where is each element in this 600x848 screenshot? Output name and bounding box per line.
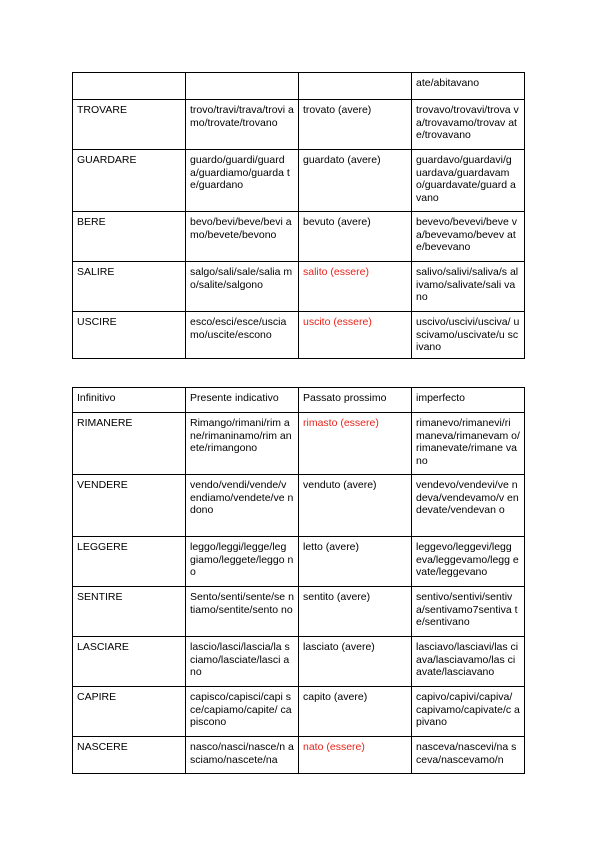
verb-table-body bbox=[73, 413, 525, 774]
infinitive-cell bbox=[73, 73, 186, 100]
past-cell-essere: nato (essere) bbox=[299, 737, 412, 774]
imperfect-cell: nasceva/nascevi/na sceva/nascevamo/n bbox=[412, 737, 525, 774]
present-cell: Sento/senti/sente/se ntiamo/sentite/sento no bbox=[186, 587, 299, 637]
present-cell bbox=[186, 73, 299, 100]
table-row bbox=[73, 312, 525, 359]
present-cell: trovo/travi/trava/trovi amo/trovate/trovano bbox=[186, 100, 299, 150]
past-cell: venduto (avere) bbox=[299, 475, 412, 537]
infinitive-cell: BERE bbox=[73, 212, 186, 262]
present-cell: vendo/vendi/vende/v endiamo/vendete/ve ndono bbox=[186, 475, 299, 537]
header-row bbox=[73, 388, 525, 413]
table-row bbox=[73, 100, 525, 150]
past-cell: sentito (avere) bbox=[299, 587, 412, 637]
past-cell: letto (avere) bbox=[299, 537, 412, 587]
table-row bbox=[73, 212, 525, 262]
header-present: Presente indicativo bbox=[186, 388, 299, 413]
imperfect-cell: trovavo/trovavi/trova va/trovavamo/trovav ate/trovavano bbox=[412, 100, 525, 150]
infinitive-cell: LEGGERE bbox=[73, 537, 186, 587]
past-cell: bevuto (avere) bbox=[299, 212, 412, 262]
table-row bbox=[73, 687, 525, 737]
infinitive-cell: CAPIRE bbox=[73, 687, 186, 737]
table-row bbox=[73, 262, 525, 312]
verb-table-continued bbox=[72, 72, 525, 359]
infinitive-cell: TROVARE bbox=[73, 100, 186, 150]
table-row bbox=[73, 413, 525, 475]
present-cell: Rimango/rimani/rim ane/rimaninamo/rim anete/rimangono bbox=[186, 413, 299, 475]
header-infinitive: Infinitivo bbox=[73, 388, 186, 413]
infinitive-cell: NASCERE bbox=[73, 737, 186, 774]
verb-table-body bbox=[73, 73, 525, 359]
imperfect-cell: vendevo/vendevi/ve ndeva/vendevamo/v endevate/vendevan o bbox=[412, 475, 525, 537]
table-row bbox=[73, 150, 525, 212]
table-row bbox=[73, 73, 525, 100]
imperfect-cell: guardavo/guardavi/g uardava/guardavam o/guardavate/guard avano bbox=[412, 150, 525, 212]
table-row bbox=[73, 537, 525, 587]
infinitive-cell: SALIRE bbox=[73, 262, 186, 312]
verb-table bbox=[72, 387, 525, 774]
table-row bbox=[73, 637, 525, 687]
imperfect-cell: ate/abitavano bbox=[412, 73, 525, 100]
past-cell-essere: uscito (essere) bbox=[299, 312, 412, 359]
header-past: Passato prossimo bbox=[299, 388, 412, 413]
imperfect-cell: salivo/salivi/saliva/s alivamo/salivate/sali vano bbox=[412, 262, 525, 312]
past-cell-essere: rimasto (essere) bbox=[299, 413, 412, 475]
table-row bbox=[73, 737, 525, 774]
infinitive-cell: RIMANERE bbox=[73, 413, 186, 475]
present-cell: esco/esci/esce/uscia mo/uscite/escono bbox=[186, 312, 299, 359]
imperfect-cell: uscivo/uscivi/usciva/ uscivamo/uscivate/u scivano bbox=[412, 312, 525, 359]
infinitive-cell: USCIRE bbox=[73, 312, 186, 359]
infinitive-cell: GUARDARE bbox=[73, 150, 186, 212]
past-cell: capito (avere) bbox=[299, 687, 412, 737]
verb-table-header bbox=[73, 388, 525, 413]
present-cell: salgo/sali/sale/salia mo/salite/salgono bbox=[186, 262, 299, 312]
present-cell: guardo/guardi/guard a/guardiamo/guarda te/guardano bbox=[186, 150, 299, 212]
imperfect-cell: bevevo/bevevi/beve va/bevevamo/bevev ate/bevevano bbox=[412, 212, 525, 262]
imperfect-cell: leggevo/leggevi/legg eva/leggevamo/legg evate/leggevano bbox=[412, 537, 525, 587]
imperfect-cell: capivo/capivi/capiva/ capivamo/capivate/c apivano bbox=[412, 687, 525, 737]
infinitive-cell: LASCIARE bbox=[73, 637, 186, 687]
present-cell: bevo/bevi/beve/bevi amo/bevete/bevono bbox=[186, 212, 299, 262]
header-imperfect: imperfecto bbox=[412, 388, 525, 413]
table-row bbox=[73, 475, 525, 537]
present-cell: lascio/lasci/lascia/la sciamo/lasciate/lasci ano bbox=[186, 637, 299, 687]
table-row bbox=[73, 587, 525, 637]
past-cell: guardato (avere) bbox=[299, 150, 412, 212]
past-cell: lasciato (avere) bbox=[299, 637, 412, 687]
imperfect-cell: sentivo/sentivi/sentiv a/sentivamo7sentiva te/sentivano bbox=[412, 587, 525, 637]
present-cell: capisco/capisci/capi sce/capiamo/capite/ capiscono bbox=[186, 687, 299, 737]
imperfect-cell: rimanevo/rimanevi/ri maneva/rimanevam o/rimanevate/rimane vano bbox=[412, 413, 525, 475]
present-cell: leggo/leggi/legge/leg giamo/leggete/leggo no bbox=[186, 537, 299, 587]
imperfect-cell: lasciavo/lasciavi/las ciava/lasciavamo/las ciavate/lasciavano bbox=[412, 637, 525, 687]
past-cell bbox=[299, 73, 412, 100]
past-cell: trovato (avere) bbox=[299, 100, 412, 150]
infinitive-cell: VENDERE bbox=[73, 475, 186, 537]
past-cell-essere: salito (essere) bbox=[299, 262, 412, 312]
present-cell: nasco/nasci/nasce/n asciamo/nascete/na bbox=[186, 737, 299, 774]
infinitive-cell: SENTIRE bbox=[73, 587, 186, 637]
